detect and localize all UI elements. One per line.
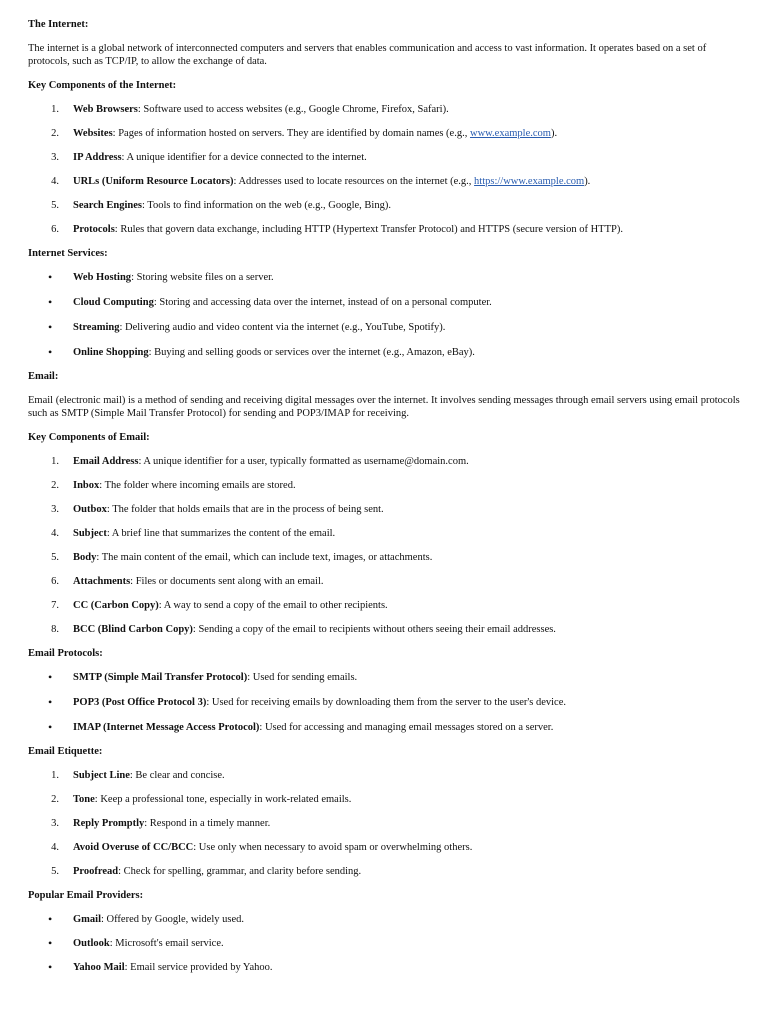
bullet-icon: • <box>48 320 53 334</box>
example-domain-link[interactable]: www.example.com <box>469 128 551 139</box>
list-item <box>28 503 740 516</box>
list-number: 3. <box>51 818 59 829</box>
list-item-term: Proofread <box>73 866 119 877</box>
list-item-description: : Sending a copy of the email to recipients without others seeing their email addresses. <box>192 624 556 635</box>
list-item <box>28 103 740 116</box>
list-item-description: : Check for spelling, grammar, and clarity before sending. <box>118 866 362 877</box>
list-item-description: : Microsoft's email service. <box>109 938 224 949</box>
bullet-icon: • <box>48 670 53 684</box>
list-number: 2. <box>51 128 59 139</box>
list-item-term: Search Engines <box>73 200 142 211</box>
list-item-description: : Rules that govern data exchange, including HTTP (Hypertext Transfer Protocol) and HTTPS (secure version of HTTP). <box>114 224 623 235</box>
list-item <box>28 696 740 709</box>
list-number: 4. <box>51 176 59 187</box>
email-intro-paragraph: Email (electronic mail) is a method of sending and receiving digital messages over the internet. It involves sending messages through email servers using email protocols such as SMTP (Simple Mail Transfer Protocol) for sending and POP3/IMAP for receiving. <box>28 395 740 419</box>
list-item-description: : Buying and selling goods or services over the internet (e.g., Amazon, eBay). <box>148 347 475 358</box>
heading-email-components: Key Components of Email: <box>28 432 150 443</box>
bullet-icon: • <box>48 345 53 359</box>
list-item-description: : Email service provided by Yahoo. <box>124 962 273 973</box>
list-item-term: Email Address <box>73 456 139 467</box>
list-item <box>28 599 740 612</box>
list-number: 1. <box>51 104 59 115</box>
list-item-description: : Be clear and concise. <box>129 770 225 781</box>
list-item-description: : Pages of information hosted on servers. They are identified by domain names (e.g., <box>112 128 470 139</box>
list-item-description: : Use only when necessary to avoid spam or overwhelming others. <box>193 842 473 853</box>
list-item <box>28 575 740 588</box>
list-item-term: SMTP (Simple Mail Transfer Protocol) <box>73 672 248 683</box>
list-item-term: URLs (Uniform Resource Locators) <box>73 176 234 187</box>
bullet-icon: • <box>48 720 53 734</box>
list-item <box>28 346 740 359</box>
email-etiquette-list <box>28 769 740 878</box>
list-item <box>28 671 740 684</box>
list-item-term: CC (Carbon Copy) <box>73 600 159 611</box>
list-item-description: : A brief line that summarizes the content of the email. <box>106 528 336 539</box>
list-item-description-end: ). <box>550 128 558 139</box>
list-item-description: : Software used to access websites (e.g., Google Chrome, Firefox, Safari). <box>137 104 449 115</box>
list-item-term: Web Browsers <box>73 104 138 115</box>
bullet-icon: • <box>48 912 53 926</box>
list-item-description: : A unique identifier for a device connected to the internet. <box>121 152 367 163</box>
list-item <box>28 527 740 540</box>
list-number: 6. <box>51 576 59 587</box>
list-item-description: : Respond in a timely manner. <box>144 818 271 829</box>
list-item-term: Subject <box>73 528 107 539</box>
list-item <box>28 321 740 334</box>
heading-email-etiquette: Email Etiquette: <box>28 746 103 757</box>
list-number: 3. <box>51 152 59 163</box>
heading-email-providers: Popular Email Providers: <box>28 890 144 901</box>
list-item-description: : A way to send a copy of the email to other recipients. <box>158 600 388 611</box>
list-item <box>28 865 740 878</box>
list-number: 5. <box>51 552 59 563</box>
bullet-icon: • <box>48 695 53 709</box>
list-item-description: : Keep a professional tone, especially in work-related emails. <box>94 794 352 805</box>
list-item <box>28 937 740 950</box>
list-item-term: Reply Promptly <box>73 818 145 829</box>
list-item <box>28 721 740 734</box>
list-item <box>28 961 740 974</box>
list-item-description: : Storing and accessing data over the internet, instead of on a personal computer. <box>153 297 492 308</box>
list-item-term: Attachments <box>73 576 131 587</box>
list-item <box>28 793 740 806</box>
list-item-term: Body <box>73 552 97 563</box>
list-item-term: Subject Line <box>73 770 130 781</box>
list-number: 7. <box>51 600 59 611</box>
heading-email: Email: <box>28 371 59 382</box>
internet-services-list <box>28 271 740 359</box>
list-item-term: Protocols <box>73 224 115 235</box>
bullet-icon: • <box>48 960 53 974</box>
list-item <box>28 151 740 164</box>
list-item <box>28 623 740 636</box>
heading-email-protocols: Email Protocols: <box>28 648 103 659</box>
list-item-term: BCC (Blind Carbon Copy) <box>73 624 193 635</box>
list-item-description: : The folder that holds emails that are in the process of being sent. <box>106 504 384 515</box>
list-item-description: : Storing website files on a server. <box>131 272 274 283</box>
list-item-description: : The main content of the email, which can include text, images, or attachments. <box>96 552 433 563</box>
list-number: 3. <box>51 504 59 515</box>
list-number: 8. <box>51 624 59 635</box>
list-item <box>28 841 740 854</box>
list-item-term: Inbox <box>73 480 100 491</box>
list-item-description: : Offered by Google, widely used. <box>101 914 244 925</box>
email-providers-list <box>28 913 740 974</box>
list-item-description: : Addresses used to locate resources on the internet (e.g., <box>233 176 475 187</box>
list-number: 2. <box>51 794 59 805</box>
list-number: 5. <box>51 866 59 877</box>
list-item-term: Outlook <box>73 938 110 949</box>
list-number: 1. <box>51 456 59 467</box>
list-item <box>28 551 740 564</box>
list-item <box>28 271 740 284</box>
list-item-description-end: ). <box>584 176 591 187</box>
list-item <box>28 479 740 492</box>
list-item-description: : Files or documents sent along with an email. <box>130 576 324 587</box>
list-item-description: : The folder where incoming emails are stored. <box>99 480 296 491</box>
list-item-term: Gmail <box>73 914 101 925</box>
list-item-term: Yahoo Mail <box>73 962 125 973</box>
list-item <box>28 199 740 212</box>
internet-intro-paragraph: The internet is a global network of interconnected computers and servers that enables communication and access to vast information. It operates based on a set of protocols, such as TCP/IP, to allow the exchange of data. <box>28 43 707 67</box>
list-item-term: Online Shopping <box>73 347 149 358</box>
heading-internet-services: Internet Services: <box>28 248 108 259</box>
email-components-list <box>28 455 740 636</box>
list-number: 5. <box>51 200 59 211</box>
list-number: 2. <box>51 480 59 491</box>
list-item-description: : Delivering audio and video content via the internet (e.g., YouTube, Spotify). <box>119 322 446 333</box>
heading-internet-components: Key Components of the Internet: <box>28 80 177 91</box>
list-item-term: Outbox <box>73 504 107 515</box>
list-number: 1. <box>51 770 59 781</box>
bullet-icon: • <box>48 295 53 309</box>
list-item-description: : Used for accessing and managing email messages stored on a server. <box>259 722 554 733</box>
heading-the-internet: The Internet: <box>28 19 89 30</box>
list-number: 4. <box>51 528 59 539</box>
bullet-icon: • <box>48 270 53 284</box>
list-item <box>28 127 740 140</box>
list-item-term: Websites <box>73 128 113 139</box>
list-item-term: IMAP (Internet Message Access Protocol) <box>73 722 260 733</box>
internet-components-list <box>28 103 740 236</box>
bullet-icon: • <box>48 936 53 950</box>
example-url-link[interactable]: https://www.example.com <box>474 176 585 187</box>
list-item-description: : Tools to find information on the web (e.g., Google, Bing). <box>141 200 391 211</box>
list-item <box>28 296 740 309</box>
list-item-description: : Used for receiving emails by downloading them from the server to the user's device. <box>206 697 567 708</box>
list-item <box>28 817 740 830</box>
list-item-description: : A unique identifier for a user, typically formatted as username@domain.com. <box>138 456 469 467</box>
list-item-term: Cloud Computing <box>73 297 154 308</box>
email-protocols-list <box>28 671 740 734</box>
list-item <box>28 175 740 188</box>
list-item <box>28 913 740 926</box>
list-item-description: : Used for sending emails. <box>247 672 358 683</box>
list-number: 6. <box>51 224 59 235</box>
list-item <box>28 223 740 236</box>
list-item-term: IP Address <box>73 152 122 163</box>
list-item-term: Tone <box>73 794 95 805</box>
list-number: 4. <box>51 842 59 853</box>
list-item-term: POP3 (Post Office Protocol 3) <box>73 697 207 708</box>
list-item <box>28 455 740 468</box>
list-item-term: Web Hosting <box>73 272 132 283</box>
list-item <box>28 769 740 782</box>
list-item-term: Streaming <box>73 322 120 333</box>
list-item-term: Avoid Overuse of CC/BCC <box>73 842 194 853</box>
